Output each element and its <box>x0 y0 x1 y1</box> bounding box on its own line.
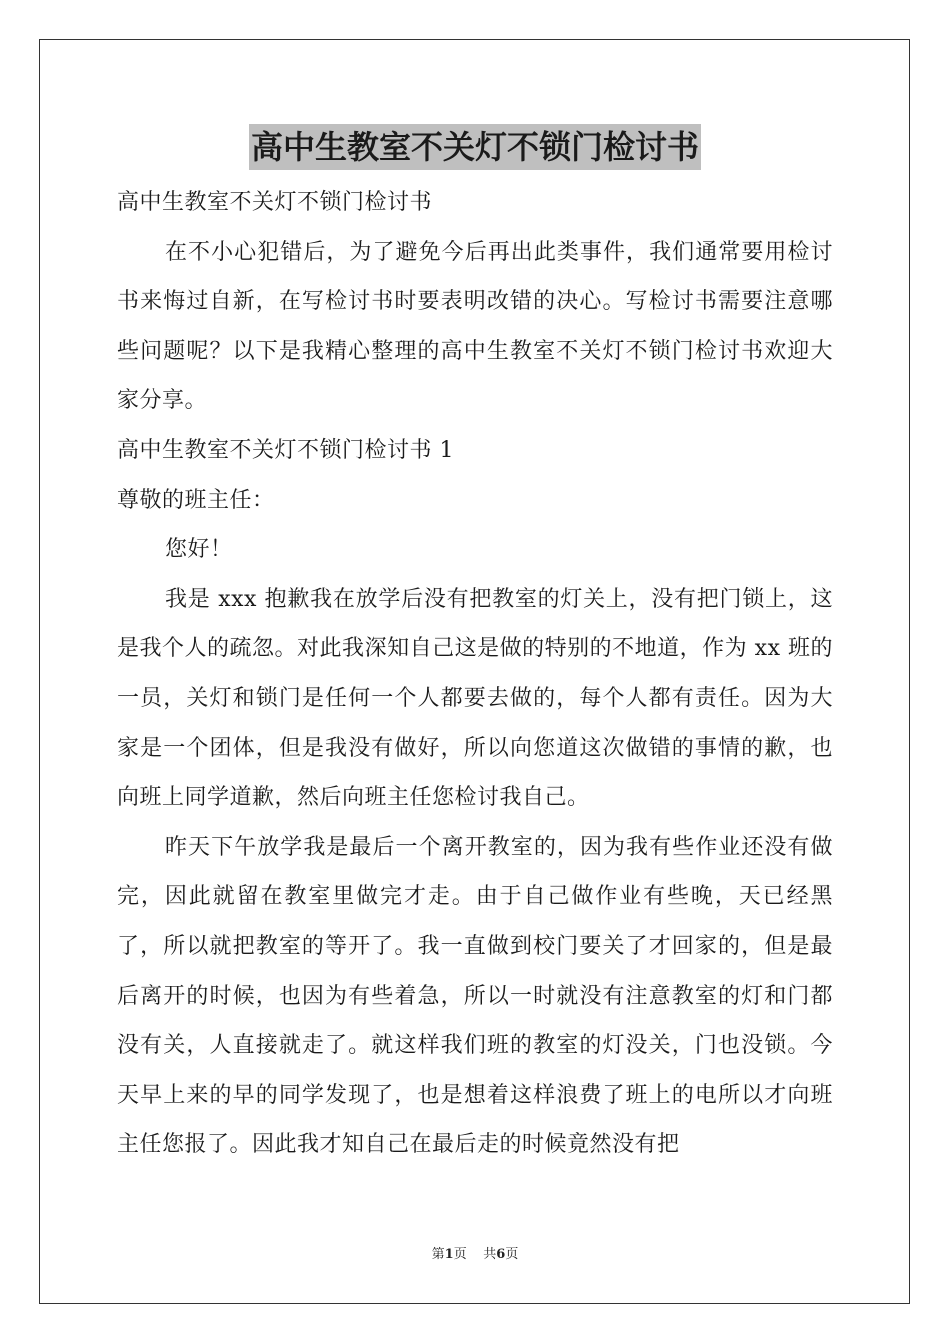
paragraph-section-heading: 高中生教室不关灯不锁门检讨书 1 <box>117 437 454 463</box>
footer-total-suffix: 页 <box>505 1247 519 1262</box>
footer-total-prefix: 共 <box>483 1247 497 1262</box>
document-title: 高中生教室不关灯不锁门检讨书 <box>249 124 701 170</box>
paragraph-explanation: 昨天下午放学我是最后一个离开教室的，因为我有些作业还没有做完，因此就留在教室里做完才走。由于自己做作业有些晚，天已经黑了，所以就把教室的等开了。我一直做到校门要关了才回家的，但是最后离开的时候，也因为有些着急，所以一时就没有注意教室的灯和门都没有关，人直接就走了。就这样我们班的教室的灯没关，门也没锁。今天早上来的早的同学发现了，也是想着这样浪费了班上的电所以才向班主任您报了。因此我才知自己在最后走的时候竟然没有把 <box>117 834 833 1158</box>
paragraph-greeting: 您好！ <box>165 537 233 563</box>
page-footer <box>0 1246 950 1264</box>
footer-page-total: 6 <box>496 1247 506 1262</box>
paragraph-intro: 在不小心犯错后，为了避免今后再出此类事件，我们通常要用检讨书来悔过自新，在写检讨书时要表明改错的决心。写检讨书需要注意哪些问题呢？以下是我精心整理的高中生教室不关灯不锁门检讨书欢迎大家分享。 <box>117 239 833 414</box>
paragraph-apology: 我是 xxx 抱歉我在放学后没有把教室的灯关上，没有把门锁上，这是我个人的疏忽。对此我深知自己这是做的特别的不地道，作为 xx 班的一员，关灯和锁门是任何一个人都要去做的，每个人都有责任。因为大家是一个团体，但是我没有做好，所以向您道这次做错的事情的歉，也向班上同学道歉，然后向班主任您检讨我自己。 <box>117 586 833 811</box>
footer-page-current: 1 <box>444 1247 454 1262</box>
footer-page-suffix: 页 <box>453 1247 467 1262</box>
footer-page-prefix: 第 <box>431 1247 445 1262</box>
document-body <box>117 178 833 1170</box>
paragraph-salutation: 尊敬的班主任： <box>117 487 275 513</box>
title-container <box>0 124 950 170</box>
paragraph-subtitle: 高中生教室不关灯不锁门检讨书 <box>117 190 433 215</box>
